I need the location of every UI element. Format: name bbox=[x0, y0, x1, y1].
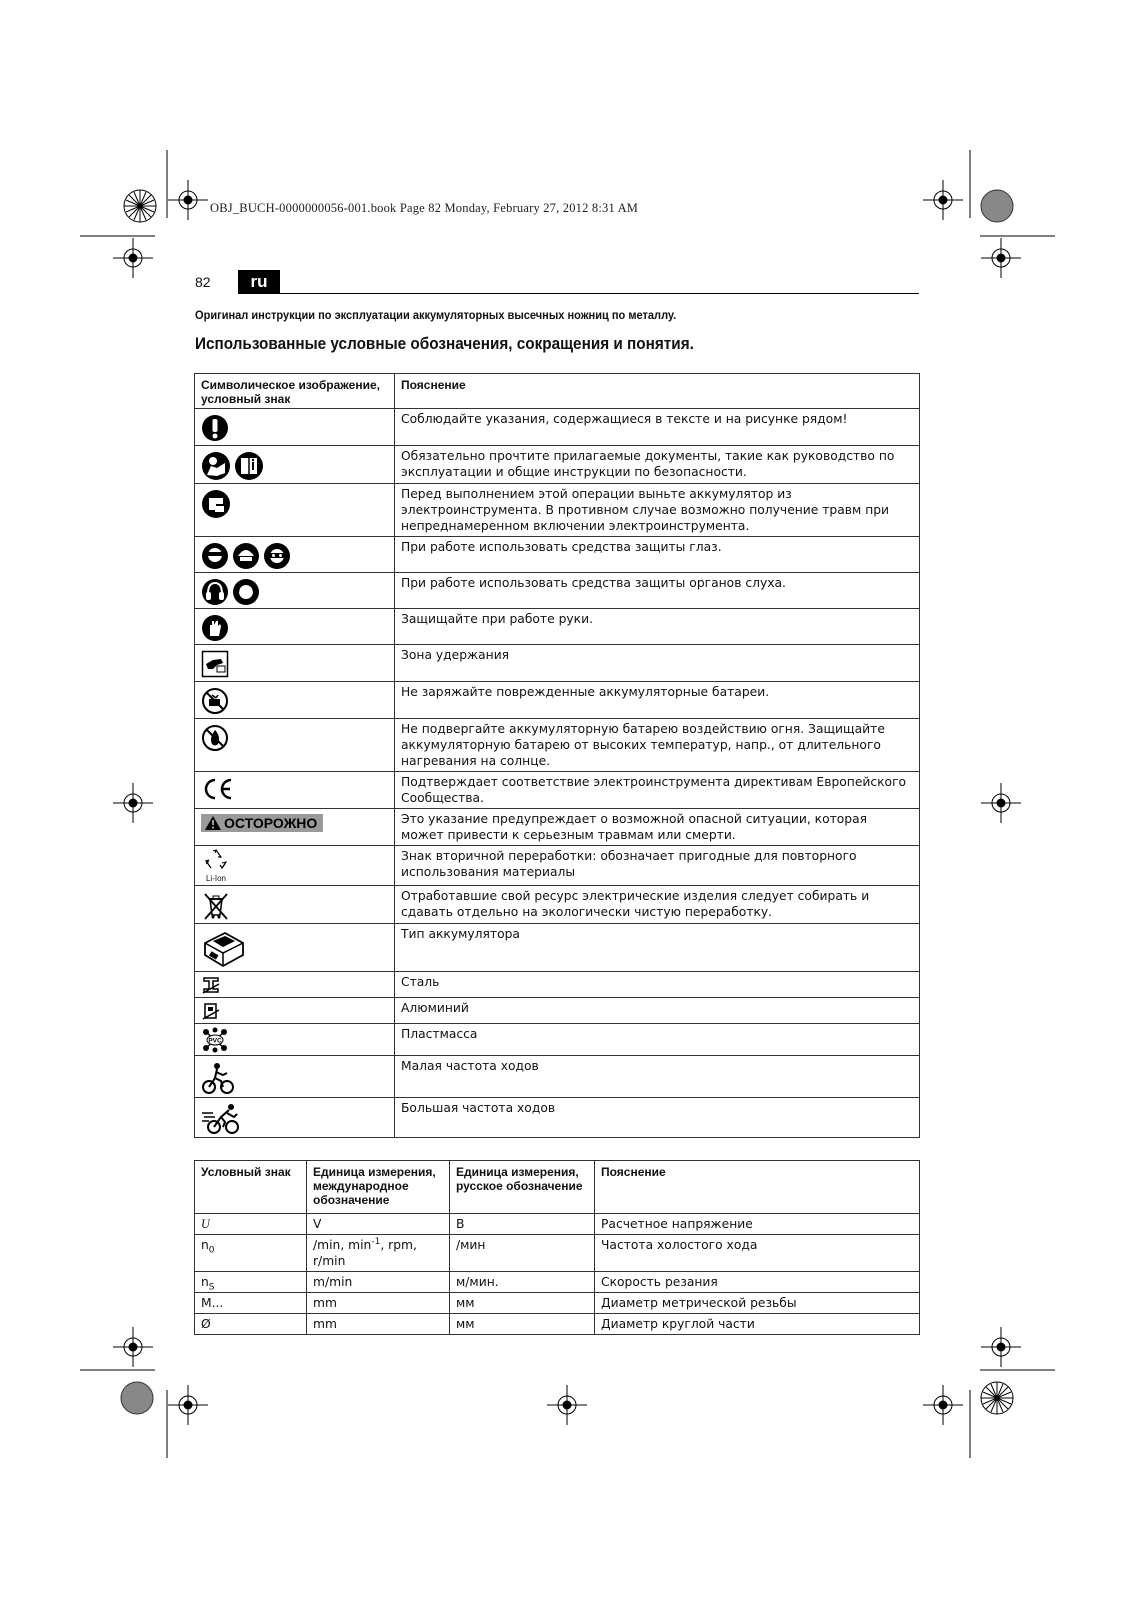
table-row bbox=[195, 609, 920, 645]
row-text: Алюминий bbox=[395, 998, 920, 1024]
row-text: Знак вторичной переработки: обозначает пригодные для повторного использования материалы bbox=[395, 846, 920, 886]
header-explanation: Пояснение bbox=[595, 1161, 920, 1214]
ru-unit-cell: В bbox=[450, 1214, 595, 1235]
row-text: Сталь bbox=[395, 972, 920, 998]
intl-unit-cell: mm bbox=[307, 1314, 450, 1335]
plastic-pvc-icon bbox=[201, 1027, 229, 1053]
desc-cell: Диаметр круглой части bbox=[595, 1314, 920, 1335]
table-row bbox=[195, 446, 920, 484]
desc-cell: Диаметр метрической резьбы bbox=[595, 1293, 920, 1314]
row-text: Соблюдайте указания, содержащиеся в тексте и на рисунке рядом! bbox=[395, 409, 920, 446]
row-text: При работе использовать средства защиты глаз. bbox=[395, 537, 920, 573]
intl-unit-cell: m/min bbox=[307, 1272, 450, 1293]
desc-cell: Частота холостого хода bbox=[595, 1235, 920, 1272]
row-text: Обязательно прочтите прилагаемые документы, такие как руководство по эксплуатации и общие инструкции по безопасности. bbox=[395, 446, 920, 484]
table-row bbox=[195, 886, 920, 924]
row-text: Не заряжайте поврежденные аккумуляторные батареи. bbox=[395, 682, 920, 719]
row-text: Большая частота ходов bbox=[395, 1098, 920, 1138]
table-row bbox=[195, 1024, 920, 1056]
goggles-icon bbox=[263, 542, 291, 570]
table-row bbox=[195, 1214, 920, 1235]
table-row bbox=[195, 972, 920, 998]
ce-mark-icon bbox=[201, 777, 235, 801]
warning-badge-label: ОСТОРОЖНО bbox=[224, 815, 318, 831]
ear-muffs-icon bbox=[201, 578, 229, 606]
table-row bbox=[195, 1098, 920, 1138]
symbols-table bbox=[194, 373, 920, 1138]
table-header-row bbox=[195, 374, 920, 409]
no-charge-damaged-battery-icon bbox=[201, 687, 229, 715]
table-row bbox=[195, 1056, 920, 1098]
exclamation-icon bbox=[201, 414, 229, 442]
table-row bbox=[195, 682, 920, 719]
header-rule bbox=[238, 293, 919, 294]
pvc-label: PVC bbox=[208, 1037, 222, 1045]
document-subtitle: Оригинал инструкции по эксплуатации аккумуляторных высечных ножниц по металлу. bbox=[195, 308, 677, 322]
table-row bbox=[195, 719, 920, 772]
table-row bbox=[195, 846, 920, 886]
header-unit-intl: Единица измерения, международное обозначение bbox=[307, 1161, 450, 1214]
table-row bbox=[195, 924, 920, 972]
ru-unit-cell: мм bbox=[450, 1314, 595, 1335]
slow-stroke-icon bbox=[201, 1061, 235, 1095]
li-ion-recycle-icon bbox=[201, 848, 231, 883]
table-row bbox=[195, 772, 920, 809]
section-title: Использованные условные обозначения, сокращения и понятия. bbox=[195, 334, 694, 353]
table-header-row bbox=[195, 1161, 920, 1214]
intl-unit-cell: /min, $\min^{-1}$, rpm, r/min bbox=[307, 1235, 450, 1272]
row-text: Отработавшие свой ресурс электрические изделия следует собирать и сдавать отдельно на экологически чистую переработку. bbox=[395, 886, 920, 924]
row-text: Подтверждает соответствие электроинструмента директивам Европейского Сообщества. bbox=[395, 772, 920, 809]
table-row bbox=[195, 409, 920, 446]
table-row bbox=[195, 1293, 920, 1314]
sign-cell: M... bbox=[195, 1293, 307, 1314]
grip-zone-icon bbox=[201, 650, 229, 678]
row-text: Пластмасса bbox=[395, 1024, 920, 1056]
recycle-arrows-icon bbox=[203, 848, 229, 870]
crossed-bin-icon bbox=[201, 891, 231, 921]
header-explanation: Пояснение bbox=[395, 374, 920, 409]
ru-unit-cell: м/мин. bbox=[450, 1272, 595, 1293]
table-row bbox=[195, 484, 920, 537]
table-row bbox=[195, 998, 920, 1024]
header-sign: Условный знак bbox=[195, 1161, 307, 1214]
row-text: Зона удержания bbox=[395, 645, 920, 682]
row-text: Это указание предупреждает о возможной опасной ситуации, которая может привести к серьезным травмам или смерти. bbox=[395, 809, 920, 846]
li-ion-label: Li-Ion bbox=[205, 874, 226, 883]
page-number: 82 bbox=[195, 274, 211, 290]
sign-cell: U bbox=[195, 1214, 307, 1235]
table-row bbox=[195, 537, 920, 573]
fast-stroke-icon bbox=[201, 1103, 241, 1135]
read-manual-icon bbox=[201, 451, 231, 481]
row-text: Малая частота ходов bbox=[395, 1056, 920, 1098]
sign-cell: $n_S$ bbox=[195, 1272, 307, 1293]
header-unit-ru: Единица измерения, русское обозначение bbox=[450, 1161, 595, 1214]
ru-unit-cell: мм bbox=[450, 1293, 595, 1314]
desc-cell: Расчетное напряжение bbox=[595, 1214, 920, 1235]
table-row bbox=[195, 1235, 920, 1272]
gloves-icon bbox=[201, 614, 229, 642]
ru-unit-cell: /мин bbox=[450, 1235, 595, 1272]
steel-icon bbox=[201, 975, 221, 995]
helmet-icon bbox=[232, 542, 260, 570]
table-row bbox=[195, 1272, 920, 1293]
row-text: Защищайте при работе руки. bbox=[395, 609, 920, 645]
row-text: При работе использовать средства защиты органов слуха. bbox=[395, 573, 920, 609]
language-tab: ru bbox=[238, 270, 280, 294]
row-text: Не подвергайте аккумуляторную батарею воздействию огня. Защищайте аккумуляторную батарею от высоких температур, напр., от длительного нагревания на солнце. bbox=[395, 719, 920, 772]
table-row bbox=[195, 645, 920, 682]
intl-unit-cell: V bbox=[307, 1214, 450, 1235]
table-row bbox=[195, 809, 920, 846]
warning-badge bbox=[201, 814, 323, 832]
face-shield-icon bbox=[201, 542, 229, 570]
sign-cell: Ø bbox=[195, 1314, 307, 1335]
no-fire-battery-icon bbox=[201, 724, 229, 752]
sign-cell: $n_0$ bbox=[195, 1235, 307, 1272]
remove-battery-icon bbox=[201, 489, 231, 519]
row-text: Тип аккумулятора bbox=[395, 924, 920, 972]
row-text: Перед выполнением этой операции выньте аккумулятор из электроинструмента. В противном случае возможно получение травм при непреднамеренном включении электроинструмента. bbox=[395, 484, 920, 537]
ear-protection-icon bbox=[232, 578, 260, 606]
units-table bbox=[194, 1160, 920, 1335]
table-row bbox=[195, 573, 920, 609]
header-symbol: Символическое изображение, условный знак bbox=[195, 374, 395, 409]
book-info-line: OBJ_BUCH-0000000056-001.book Page 82 Monday, February 27, 2012 8:31 AM bbox=[210, 201, 639, 215]
battery-type-icon bbox=[201, 929, 247, 969]
intl-unit-cell: mm bbox=[307, 1293, 450, 1314]
table-row bbox=[195, 1314, 920, 1335]
info-book-icon bbox=[234, 451, 264, 481]
desc-cell: Скорость резания bbox=[595, 1272, 920, 1293]
warning-triangle-icon bbox=[205, 816, 221, 830]
aluminium-icon bbox=[201, 1001, 221, 1021]
